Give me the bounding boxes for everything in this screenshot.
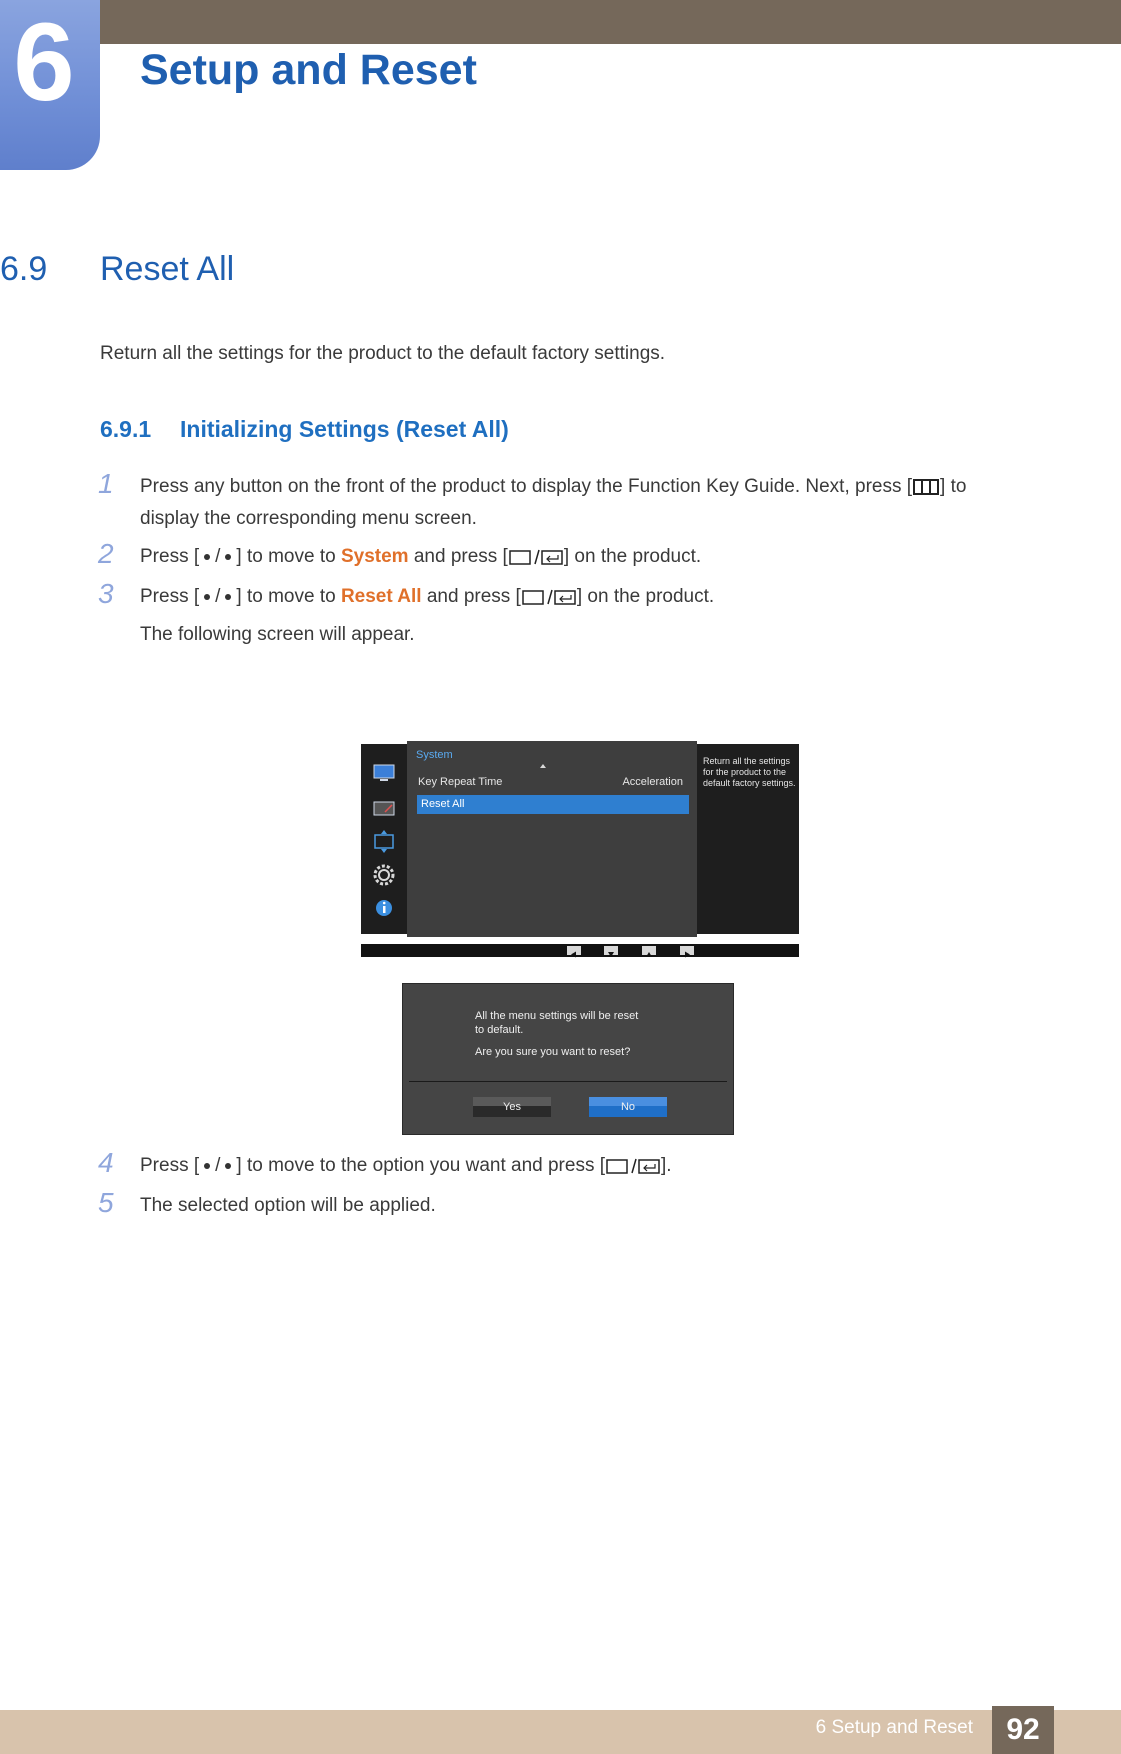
step-2-part: ] to move to: [236, 546, 341, 567]
menu-button-icon: [912, 477, 940, 497]
page-number: 92: [992, 1706, 1054, 1754]
step-3-part: and press [: [421, 586, 521, 607]
no-button-label: No: [620, 1101, 636, 1113]
osd-selected-row[interactable]: [417, 795, 689, 814]
footer-chapter-label: 6 Setup and Reset: [815, 1717, 973, 1738]
top-banner: [0, 0, 1121, 44]
step-3-part: ] to move to: [236, 586, 341, 607]
left-key-icon: [567, 946, 581, 955]
down-button-icon: [225, 594, 231, 600]
section-intro: Return all the settings for the product to the default factory settings.: [100, 343, 666, 364]
step-number: 4: [98, 1147, 114, 1178]
step-3-part: ] on the product.: [576, 586, 715, 607]
step-4-text: Press [ / ] to move to the option you want and press [ ].: [140, 1155, 672, 1176]
subsection-number: 6.9.1: [100, 416, 152, 442]
osd-icon-column: [361, 744, 407, 934]
dialog-message-line1: All the menu settings will be reset: [475, 1010, 639, 1022]
step-1-text: [140, 471, 1040, 535]
step-number: 5: [98, 1187, 114, 1218]
source-enter-button-icon: [521, 587, 577, 607]
down-button-icon: [225, 554, 231, 560]
osd-help-panel: [697, 744, 799, 934]
step-number: 3: [98, 578, 114, 609]
scroll-up-icon: [539, 763, 547, 769]
step-4-part: ].: [661, 1155, 672, 1176]
chapter-tab: [0, 0, 100, 170]
yes-button-label: Yes: [503, 1101, 521, 1113]
step-3-part: Press [: [140, 586, 200, 607]
osd-menu: [361, 741, 799, 957]
up-key-icon: [642, 946, 656, 955]
chapter-title: Setup and Reset: [140, 46, 477, 94]
step-2-part: ] on the product.: [563, 546, 702, 567]
osd-selected-label: Reset All: [421, 798, 465, 810]
information-icon: [376, 900, 392, 916]
down-key-icon: [604, 946, 618, 955]
up-button-icon: [204, 594, 210, 600]
up-button-icon: [204, 1163, 210, 1169]
yes-button[interactable]: [473, 1097, 551, 1117]
reset-all-highlight: Reset All: [340, 586, 422, 607]
picture-icon: [374, 765, 394, 781]
size-position-icon: [375, 830, 393, 853]
step-1-part: Press any button on the front of the product to display the Function Key Guide. Next, press [: [140, 476, 913, 497]
section-title: Reset All: [100, 250, 235, 288]
osd-key-guide: [361, 944, 799, 957]
step-number: 2: [98, 538, 114, 569]
dialog-message-line2: to default.: [475, 1024, 524, 1036]
reset-confirm-dialog: [402, 983, 734, 1135]
osd-category-title: System: [416, 749, 453, 761]
no-button[interactable]: [589, 1097, 667, 1117]
step-4-part: Press [: [140, 1155, 200, 1176]
chapter-number: 6: [13, 1, 75, 124]
step-4-part: ] to move to the option you want and press [: [236, 1155, 606, 1176]
up-button-icon: [204, 554, 210, 560]
osd-main-panel: [407, 741, 697, 937]
dialog-question: Are you sure you want to reset?: [475, 1046, 631, 1058]
step-2-part: and press [: [408, 546, 508, 567]
step-3-text: Press [ / ] to move to Reset All and press [ ] on the product.: [140, 586, 715, 607]
step-2-text: Press [ / ] to move to System and press [ ] on the product.: [140, 546, 702, 567]
down-button-icon: [225, 1163, 231, 1169]
step-3-after: The following screen will appear.: [140, 624, 415, 645]
dialog-divider: [409, 1081, 727, 1082]
step-2-part: Press [: [140, 546, 200, 567]
step-1-line2: display the corresponding menu screen.: [140, 508, 477, 529]
subsection-title: Initializing Settings (Reset All): [180, 416, 509, 442]
source-enter-button-icon: [508, 547, 564, 567]
section-number: 6.9: [0, 250, 48, 288]
osd-row-value: Acceleration: [622, 776, 683, 788]
onscreen-display-icon: [374, 802, 394, 815]
osd-row-label[interactable]: Key Repeat Time: [418, 776, 503, 788]
step-5-text: The selected option will be applied.: [140, 1195, 436, 1216]
step-number: 1: [98, 468, 114, 499]
source-enter-button-icon: [605, 1156, 661, 1176]
osd-icons: [361, 744, 407, 934]
step-1-part: ] to: [940, 476, 967, 497]
osd-help-text: Return all the settings for the product to the default factory settings.: [703, 756, 796, 788]
system-highlight: System: [340, 546, 409, 567]
right-key-icon: [680, 946, 694, 955]
system-gear-icon: [375, 866, 393, 884]
